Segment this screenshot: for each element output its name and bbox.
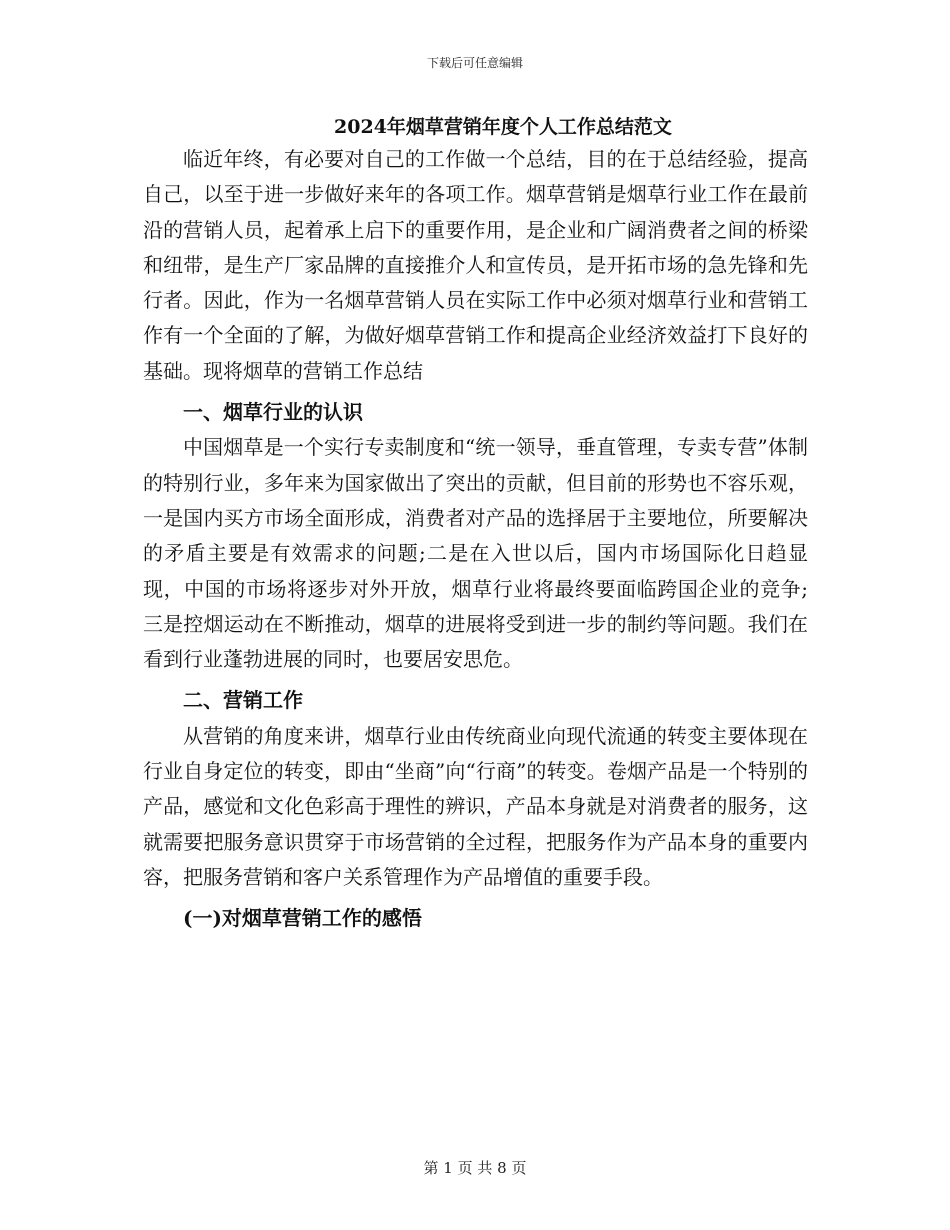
section-body-industry: 中国烟草是一个实行专卖制度和“统一领导，垂直管理，专卖专营”体制的特别行业，多年来为国家做出了突出的贡献，但目前的形势也不容乐观，一是国内买方市场全面形成，消费者对产品的选择居于主要地位，所要解决的矛盾主要是有效需求的问题;二是在入世以后，国内市场国际化日趋显现，中国的市场将逐步对外开放，烟草行业将最终要面临跨国企业的竞争;三是控烟运动在不断推动，烟草的进展将受到进一步的制约等问题。我们在看到行业蓬勃进展的同时，也要居安思危。 <box>143 435 808 672</box>
document-title: 2024年烟草营销年度个人工作总结范文 <box>334 116 672 138</box>
section-heading-industry: 一、烟草行业的认识 <box>183 400 363 425</box>
document-body <box>143 112 808 937</box>
section-body-marketing: 从营销的角度来讲，烟草行业由传统商业向现代流通的转变主要体现在行业自身定位的转变，即由“坐商”向“行商”的转变。卷烟产品是一个特别的产品，感觉和文化色彩高于理性的辨识，产品本身就是对消费者的服务，这就需要把服务意识贯穿于市场营销的全过程，把服务作为产品本身的重要内容，把服务营销和客户关系管理作为产品增值的重要手段。 <box>143 723 808 889</box>
subsection-heading-insights: (一)对烟草营销工作的感悟 <box>183 906 422 931</box>
header-note: 下载后可任意编辑 <box>426 56 523 70</box>
section-heading-marketing: 二、营销工作 <box>183 688 303 713</box>
page-footer: 第 1 页 共 8 页 <box>423 1159 527 1177</box>
intro-paragraph: 临近年终，有必要对自己的工作做一个总结，目的在于总结经验，提高自己，以至于进一步做好来年的各项工作。烟草营销是烟草行业工作在最前沿的营销人员，起着承上启下的重要作用，是企业和广阔消费者之间的桥梁和纽带，是生产厂家品牌的直接推介人和宣传员，是开拓市场的急先锋和先行者。因此，作为一名烟草营销人员在实际工作中必须对烟草行业和营销工作有一个全面的了解，为做好烟草营销工作和提高企业经济效益打下良好的基础。现将烟草的营销工作总结 <box>143 147 808 383</box>
